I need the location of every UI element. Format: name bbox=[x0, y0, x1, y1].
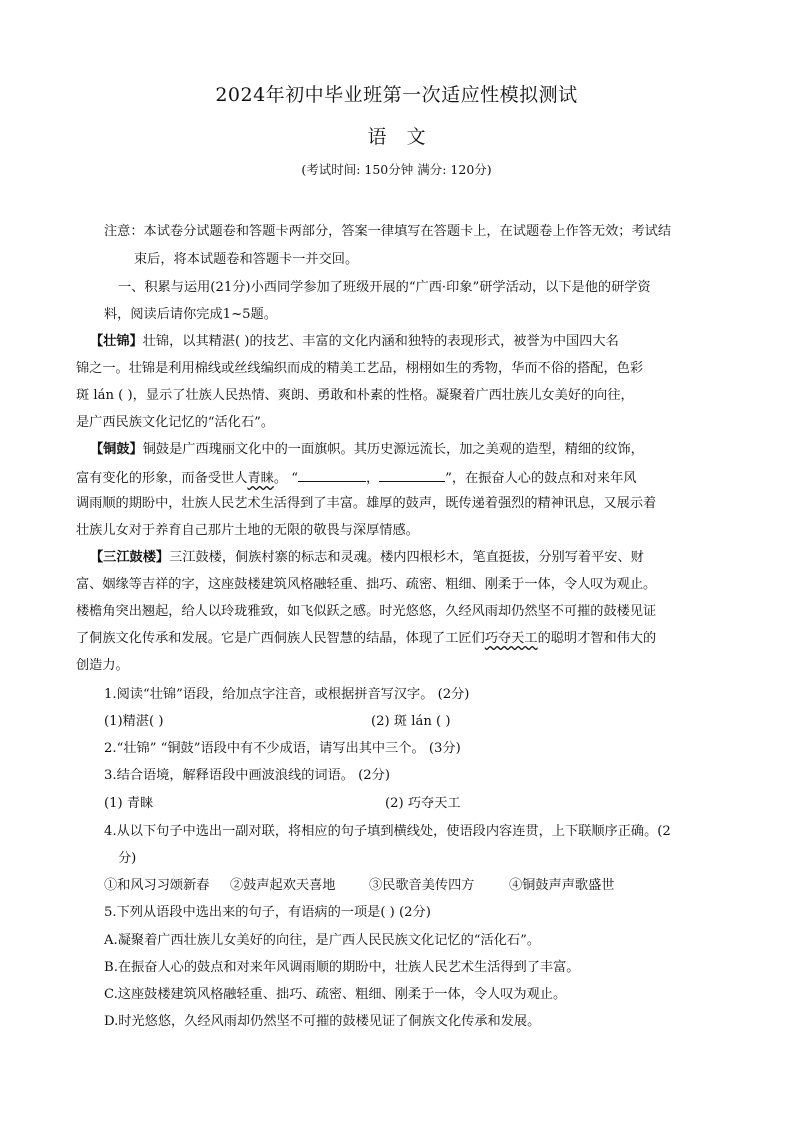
tonggu-text-2d: ”，在振奋人心的鼓点和对来年风 bbox=[445, 471, 637, 486]
tonggu-line-4: 壮族儿女对于养育自己那片土地的无限的敬畏与深厚情感。 bbox=[76, 523, 419, 538]
section1-line-1: 一、积累与运用(21分)小西同学参加了班级开展的“广西·印象”研学活动，以下是他的研学资 bbox=[118, 280, 651, 295]
question-4-option-3: ③民歌音美传四方 bbox=[369, 878, 475, 893]
question-5-option-a: A.凝聚着广西壮族儿女美好的向往，是广西人民民族文化记忆的“活化石”。 bbox=[104, 933, 541, 948]
question-4-option-1: ①和风习习颂新春 bbox=[104, 878, 210, 893]
question-4-line-1: 4.从以下句子中选出一副对联，将相应的句子填到横线处，使语段内容连贯，上下联顺序正确。(2 bbox=[104, 824, 671, 839]
couplet-blank-1 bbox=[298, 468, 366, 482]
zhuangjin-line-1 bbox=[90, 333, 619, 351]
zhuangjin-line-2: 锦之一。壮锦是利用棉线或丝线编织而成的精美工艺品，栩栩如生的秀物，华而不俗的搭配，色彩 bbox=[76, 361, 644, 376]
subject-char-1: 语 bbox=[367, 126, 387, 148]
question-5-option-d: D.时光悠悠，久经风雨却仍然坚不可摧的鼓楼见证了侗族文化传承和发展。 bbox=[104, 1014, 541, 1029]
question-3: 3.结合语境，解释语段中画波浪线的词语。 (2分) bbox=[104, 768, 391, 783]
question-1: 1.阅读“壮锦”语段，给加点字注音，或根据拼音写汉字。 (2分) bbox=[104, 687, 470, 702]
zhuangjin-line-4: 是广西民族文化记忆的“活化石”。 bbox=[76, 415, 275, 430]
question-5-option-c: C.这座鼓楼建筑风格融轻重、拙巧、疏密、粗细、刚柔于一体，令人叹为观止。 bbox=[104, 987, 567, 1002]
tonggu-text-2a: 富有变化的形象，而备受世人 bbox=[76, 471, 248, 486]
sanjiang-text-4b: 的聪明才智和伟大的 bbox=[537, 631, 657, 646]
zhuangjin-line-3: 斑 lán ( )，显示了壮族人民热情、爽朗、勇敢和朴素的性格。凝聚着广西壮族儿女美好的向往， bbox=[76, 388, 634, 403]
sanjiang-line-5: 创造力。 bbox=[76, 658, 129, 673]
subject-char-2: 文 bbox=[406, 126, 426, 148]
tonggu-comma: ， bbox=[365, 471, 380, 486]
tonggu-text-1: 铜鼓是广西瑰丽文化中的一面旗帜。其历史源远流长，加之美观的造型，精细的纹饰， bbox=[142, 442, 644, 457]
tonggu-line-3: 调雨顺的期盼中，壮族人民艺术生活得到了丰富。雄厚的鼓声，既传递着强烈的精神讯息，又展示着 bbox=[76, 496, 657, 511]
sanjiang-text-1: 三江鼓楼，侗族村寨的标志和灵魂。楼内四根杉木，笔直挺拔，分别写着平安、财 bbox=[169, 550, 644, 565]
zhuangjin-text-1: 壮锦，以其精湛( )的技艺、丰富的文化内涵和独特的表现形式，被誉为中国四大名 bbox=[142, 334, 619, 349]
sanjiang-line-2: 富、姻缘等吉祥的字，这座鼓楼建筑风格融轻重、拙巧、疏密、粗细、刚柔于一体，令人叹为观止。 bbox=[76, 577, 657, 592]
sanjiang-line-1 bbox=[90, 549, 644, 567]
question-5: 5.下列从语段中选出来的句子，有语病的一项是( ) (2分) bbox=[104, 905, 431, 920]
question-4-option-2: ②鼓声起欢天喜地 bbox=[230, 878, 336, 893]
sanjiang-line-4 bbox=[76, 630, 656, 648]
notice-line-2: 束后，将本试题卷和答题卡一并交回。 bbox=[134, 252, 359, 267]
couplet-blank-2 bbox=[379, 468, 445, 482]
tonggu-line-1 bbox=[90, 441, 644, 459]
wavy-word-qinglai: 青睐 bbox=[247, 471, 274, 486]
exam-info: (考试时间: 150分钟 满分: 120分) bbox=[301, 162, 492, 177]
zhuangjin-tag: 【壮锦】 bbox=[90, 334, 143, 349]
question-1-part-b: (2) 斑 lán ( ) bbox=[371, 714, 451, 729]
question-1-part-a: (1)精湛( ) bbox=[104, 714, 164, 729]
section1-line-2: 料，阅读后请你完成1~5题。 bbox=[104, 307, 277, 322]
tonggu-text-2b: 。 “ bbox=[273, 471, 298, 486]
question-3-part-b: (2) 巧夺天工 bbox=[385, 796, 461, 811]
question-3-part-a: (1) 青睐 bbox=[104, 796, 154, 811]
question-5-option-b: B.在振奋人心的鼓点和对来年风调雨顺的期盼中，壮族人民艺术生活得到了丰富。 bbox=[104, 960, 580, 975]
page-title: 2024年初中毕业班第一次适应性模拟测试 bbox=[215, 84, 578, 106]
sanjiang-tag: 【三江鼓楼】 bbox=[90, 550, 170, 565]
question-4-line-2: 分) bbox=[118, 851, 137, 866]
sanjiang-line-3: 楼檐角突出翘起，给人以玲珑雅致，如飞似跃之感。时光悠悠，久经风雨却仍然坚不可摧的鼓楼见证 bbox=[76, 604, 657, 619]
subject-heading bbox=[0, 122, 793, 149]
tonggu-tag: 【铜鼓】 bbox=[90, 442, 143, 457]
question-2: 2.“壮锦” “铜鼓”语段中有不少成语，请写出其中三个。 (3分) bbox=[104, 741, 461, 756]
notice-line-1: 注意：本试卷分试题卷和答题卡两部分，答案一律填写在答题卡上，在试题卷上作答无效；考试结 bbox=[104, 224, 672, 239]
wavy-word-qiaoduotiangong: 巧夺天工 bbox=[484, 631, 538, 646]
question-4-option-4: ④铜鼓声声歌盛世 bbox=[509, 878, 615, 893]
tonggu-line-2 bbox=[76, 468, 637, 488]
sanjiang-text-4a: 了侗族文化传承和发展。它是广西侗族人民智慧的结晶，体现了工匠们 bbox=[76, 631, 485, 646]
